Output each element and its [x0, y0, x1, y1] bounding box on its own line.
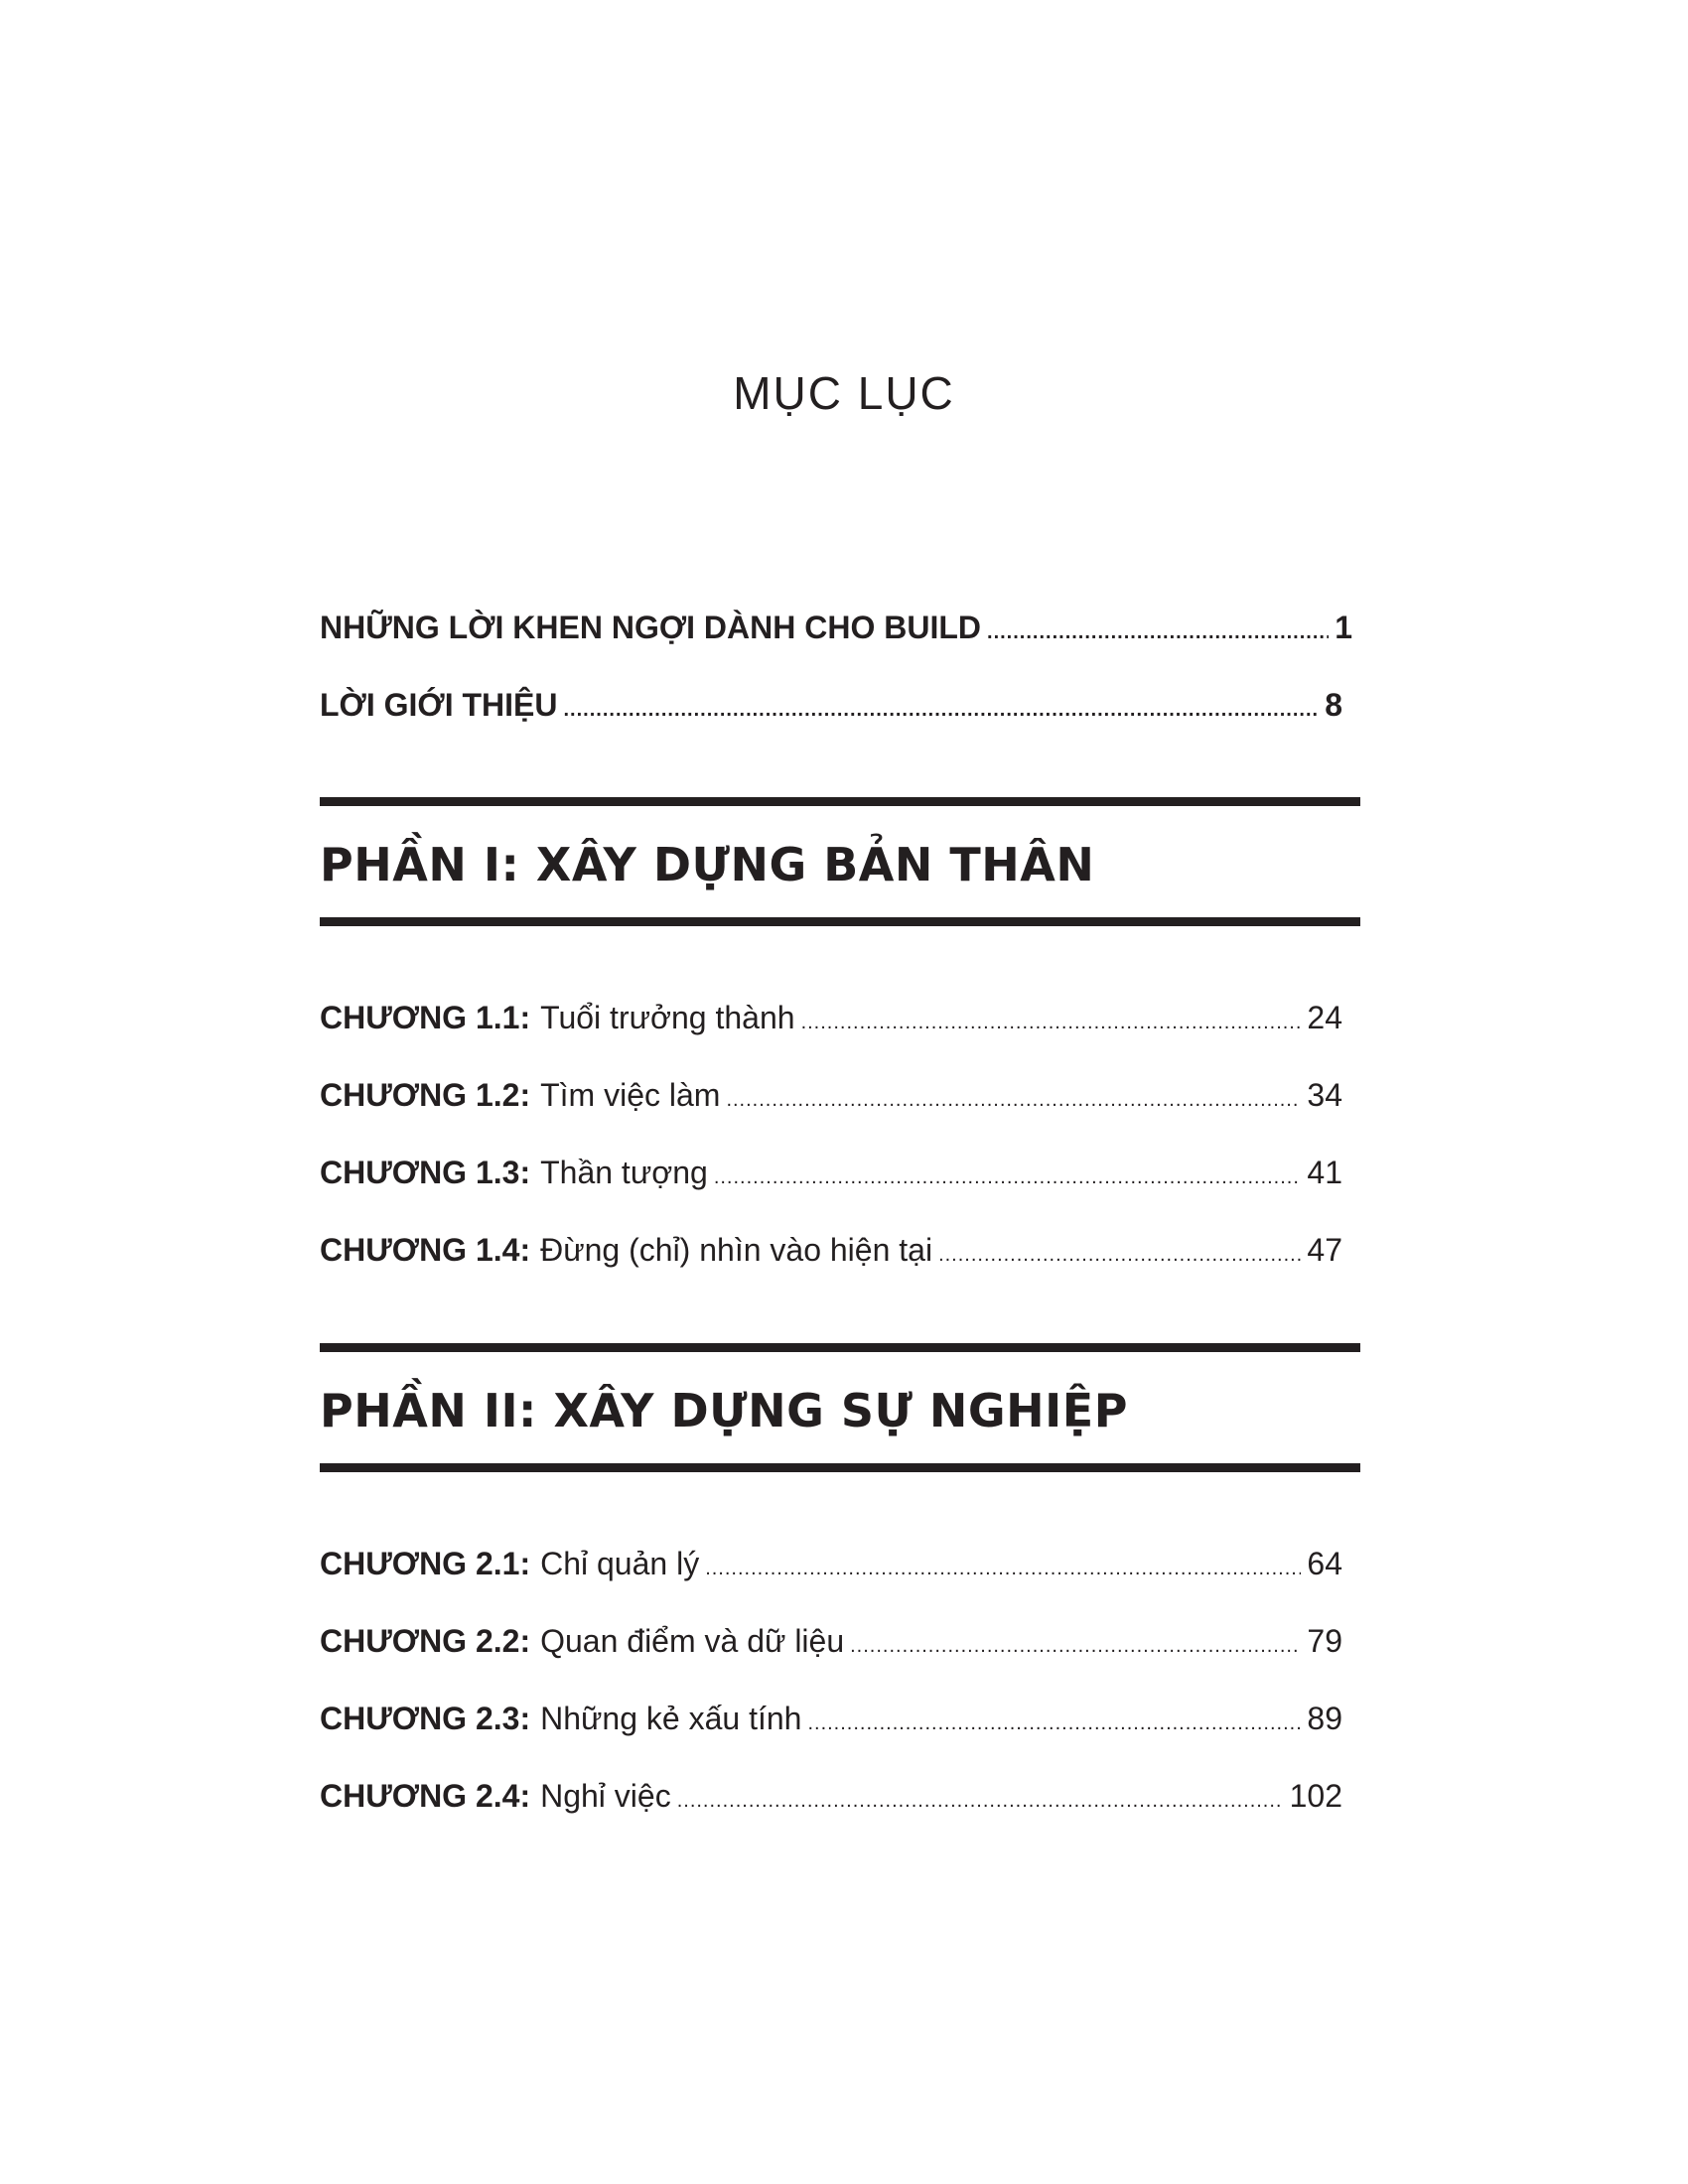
chapter-title: Tìm việc làm	[540, 1077, 721, 1113]
chapter-label: CHƯƠNG 1.3:	[320, 1155, 531, 1190]
dot-leader	[563, 688, 1319, 732]
toc-page-number: 79	[1307, 1623, 1342, 1659]
page-title: MỤC LỤC	[733, 367, 955, 419]
chapter-title: Tuổi trưởng thành	[540, 1000, 795, 1035]
dot-leader	[726, 1078, 1301, 1122]
toc-entry-label: NHỮNG LỜI KHEN NGỢI DÀNH CHO BUILD	[320, 610, 982, 645]
toc-page-number: 64	[1307, 1546, 1342, 1581]
dot-leader	[705, 1547, 1301, 1590]
chapter-title: Thần tượng	[540, 1155, 708, 1190]
part-divider-top	[320, 1343, 1360, 1352]
toc-entry-praise[interactable]	[320, 606, 1352, 654]
chapter-title: Nghỉ việc	[540, 1778, 671, 1814]
chapter-label: CHƯƠNG 2.4:	[320, 1778, 531, 1814]
toc-page-number: 24	[1307, 1000, 1342, 1035]
part-heading-2: PHẦN II: XÂY DỰNG SỰ NGHIỆP	[320, 1384, 1128, 1437]
toc-page-number: 1	[1335, 610, 1352, 645]
dot-leader	[801, 1001, 1302, 1044]
chapter-label: CHƯƠNG 1.2:	[320, 1077, 531, 1113]
part-heading-1: PHẦN I: XÂY DỰNG BẢN THÂN	[320, 838, 1095, 891]
chapter-title: Chỉ quản lý	[540, 1546, 700, 1581]
chapter-title: Những kẻ xấu tính	[540, 1701, 802, 1736]
toc-chapter-2-2[interactable]	[320, 1619, 1342, 1668]
chapter-label: CHƯƠNG 2.3:	[320, 1701, 531, 1736]
part-divider-bottom	[320, 917, 1360, 926]
toc-chapter-1-2[interactable]	[320, 1073, 1342, 1122]
toc-chapter-2-4[interactable]	[320, 1774, 1342, 1823]
chapter-label: CHƯƠNG 2.2:	[320, 1623, 531, 1659]
toc-page-number: 34	[1307, 1077, 1342, 1113]
chapter-label: CHƯƠNG 1.4:	[320, 1232, 531, 1268]
dot-leader	[807, 1702, 1301, 1745]
part-divider-top	[320, 797, 1360, 806]
toc-page-number: 47	[1307, 1232, 1342, 1268]
chapter-label: CHƯƠNG 1.1:	[320, 1000, 531, 1035]
part-divider-bottom	[320, 1463, 1360, 1472]
toc-chapter-1-4[interactable]	[320, 1228, 1342, 1277]
toc-page-number: 8	[1325, 687, 1342, 723]
toc-page-number: 89	[1307, 1701, 1342, 1736]
toc-chapter-1-1[interactable]	[320, 996, 1342, 1044]
toc-page-number: 41	[1307, 1155, 1342, 1190]
toc-chapter-2-3[interactable]	[320, 1697, 1342, 1745]
dot-leader	[987, 611, 1329, 654]
chapter-title: Đừng (chỉ) nhìn vào hiện tại	[540, 1232, 933, 1268]
chapter-title: Quan điểm và dữ liệu	[540, 1623, 845, 1659]
toc-entry-introduction[interactable]	[320, 683, 1342, 732]
toc-chapter-2-1[interactable]	[320, 1542, 1342, 1590]
toc-page-number: 102	[1289, 1778, 1342, 1814]
dot-leader	[714, 1156, 1302, 1199]
dot-leader	[850, 1624, 1301, 1668]
dot-leader	[677, 1779, 1284, 1823]
toc-chapter-1-3[interactable]	[320, 1151, 1342, 1199]
chapter-label: CHƯƠNG 2.1:	[320, 1546, 531, 1581]
dot-leader	[938, 1233, 1301, 1277]
toc-entry-label: LỜI GIỚI THIỆU	[320, 687, 558, 723]
